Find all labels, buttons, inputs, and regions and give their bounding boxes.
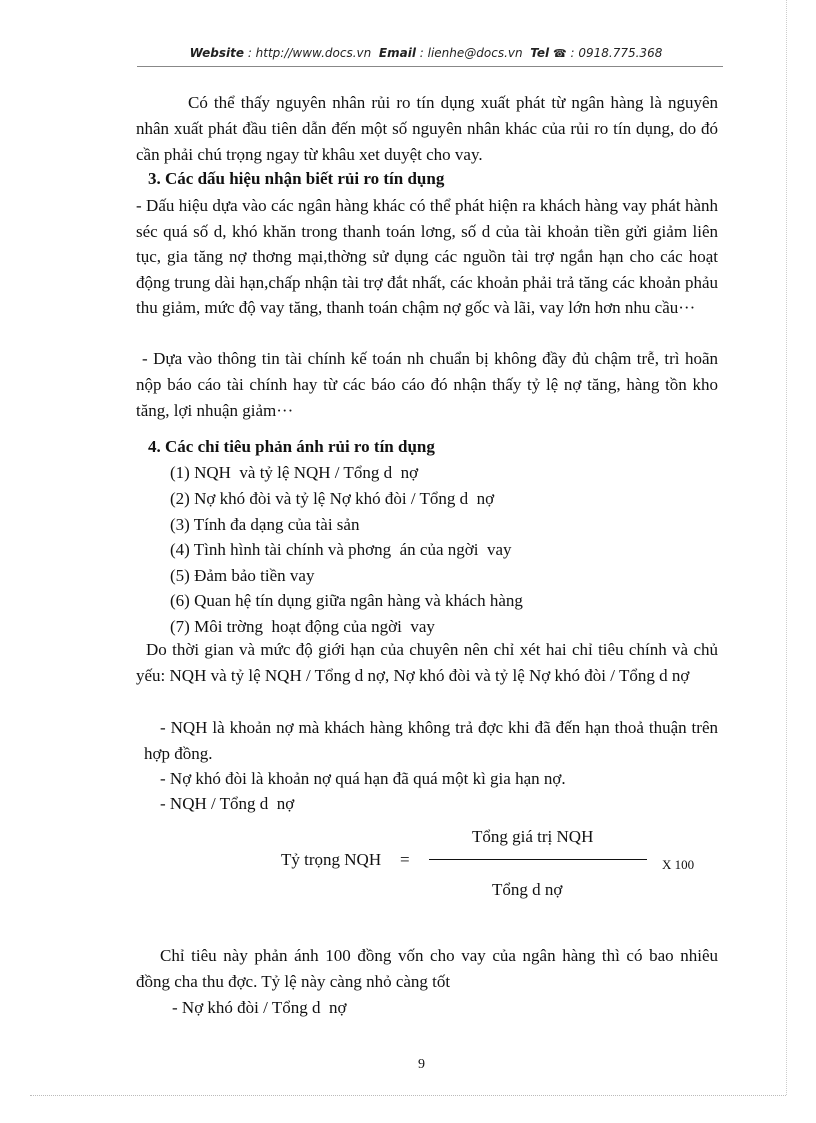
list-item: (1) NQH và tỷ lệ NQH / Tổng d nợ	[170, 463, 419, 482]
header-divider	[137, 66, 723, 67]
paragraph-nqh-definition: - NQH là khoản nợ mà khách hàng không trả đợc khi đã đến hạn thoả thuận trên hợp đồng.	[144, 718, 718, 763]
email-label: Email	[378, 46, 416, 60]
list-item: (2) Nợ khó đòi và tỷ lệ Nợ khó đòi / Tổng d nợ	[170, 489, 495, 508]
formula-equals: =	[400, 850, 410, 869]
website-label: Website	[189, 46, 244, 60]
formula-fraction-bar	[429, 859, 647, 860]
paragraph-signs-banks: - Dấu hiệu dựa vào các ngân hàng khác có thể phát hiện ra khách hàng vay phát hành séc quá số d, khó khăn trong thanh toán lơng, số d của tài khoản tiền gửi giảm liên tục, gia tăng nợ thơng mại,thờng sử dụng các nguồn tài trợ ngắn hạn cho các hoạt động trung dài hạn,chấp nhận tài trợ đắt nhất, các khoản phải trả tăng các khoản phảu thu giảm, mức độ vay tăng, thanh toán chậm nợ gốc và lãi, vay lớn hơn nhu cầu···	[136, 196, 718, 317]
paragraph-signs-financial: - Dựa vào thông tin tài chính kế toán nh chuẩn bị không đầy đủ chậm trễ, trì hoãn nộp báo cáo tài chính hay từ các báo cáo đó nhận thấy tỷ lệ nợ tăng, hàng tồn kho tăng, lợi nhuận giảm···	[136, 349, 718, 420]
list-item: (5) Đảm bảo tiền vay	[170, 566, 315, 585]
page-border-bottom	[30, 1095, 786, 1096]
list-item: (7) Môi trờng hoạt động của ngời vay	[170, 617, 435, 636]
formula-label: Tỷ trọng NQH	[281, 850, 382, 869]
line-nqh-ratio: - NQH / Tổng d nợ	[160, 794, 295, 813]
paragraph-scope: Do thời gian và mức độ giới hạn của chuyên nên chỉ xét hai chỉ tiêu chính và chủ yếu: NQH và tỷ lệ NQH / Tổng d nợ, Nợ khó đòi và tỷ lệ Nợ khó đòi / Tổng d nợ	[136, 640, 718, 685]
list-item: (4) Tình hình tài chính và phơng án của ngời vay	[170, 540, 512, 559]
list-item: (6) Quan hệ tín dụng giữa ngân hàng và khách hàng	[170, 591, 523, 610]
email-value: : lienhe@docs.vn	[419, 46, 523, 60]
phone-icon: ☎	[552, 47, 567, 60]
tel-value: : 0918.775.368	[570, 46, 663, 60]
paragraph-indicator-meaning: Chỉ tiêu này phản ánh 100 đồng vốn cho vay của ngân hàng thì có bao nhiêu đồng cha thu đợc. Tỷ lệ này càng nhỏ càng tốt	[136, 946, 718, 991]
page-number: 9	[418, 1057, 425, 1072]
page-border-right	[786, 0, 787, 1095]
tel-label: Tel	[530, 46, 550, 60]
page-header	[130, 46, 722, 60]
list-item: (3) Tính đa dạng của tài sản	[170, 515, 360, 534]
formula-numerator: Tổng giá trị NQH	[472, 827, 594, 846]
website-value: : http://www.docs.vn	[247, 46, 372, 60]
formula-multiplier: X 100	[662, 857, 695, 872]
section-heading-4: 4. Các chỉ tiêu phản ánh rủi ro tín dụng	[148, 437, 435, 456]
formula-denominator: Tổng d nợ	[492, 880, 563, 899]
line-bad-debt-definition: - Nợ khó đòi là khoản nợ quá hạn đã quá một kì gia hạn nợ.	[160, 769, 566, 788]
line-bad-debt-ratio: - Nợ khó đòi / Tổng d nợ	[172, 998, 347, 1017]
section-heading-3: 3. Các dấu hiệu nhận biết rủi ro tín dụng	[148, 169, 445, 188]
paragraph-intro: Có thể thấy nguyên nhân rủi ro tín dụng xuất phát từ ngân hàng là nguyên nhân xuất phát đầu tiên dẫn đến một số nguyên nhân khác của rủi ro tín dụng, do đó cần phải chú trọng ngay từ khâu xet duyệt cho vay.	[136, 93, 718, 164]
